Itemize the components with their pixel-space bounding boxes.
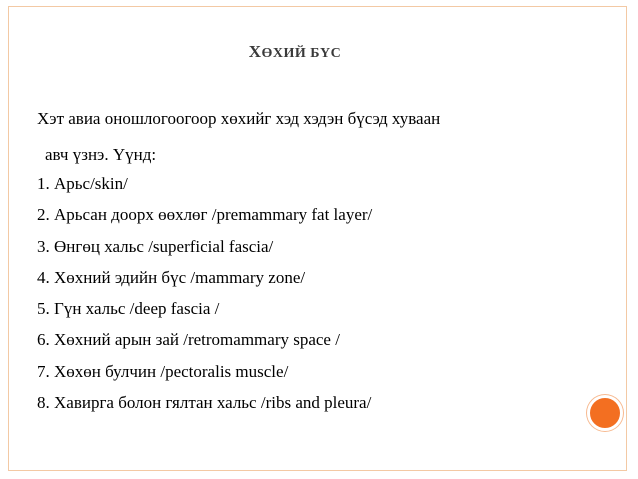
list-item: 3. Өнгөц хальс /superficial fascia/ <box>37 236 274 256</box>
list-item: 4. Хөхний эдийн бүс /mammary zone/ <box>37 267 306 287</box>
title-rest: ӨХИЙ БҮС <box>261 46 342 61</box>
slide-title <box>0 42 590 62</box>
intro-line-1: Хэт авиа оношлогоогоор хөхийг хэд хэдэн бүсэд хуваан <box>37 109 441 128</box>
list-item: 1. Арьс/skin/ <box>37 174 128 193</box>
intro-text <box>37 101 597 173</box>
list-item: 8. Хавирга болон гялтан хальс /ribs and pleura/ <box>37 393 372 413</box>
title-initial: Х <box>248 42 262 61</box>
list-item: 5. Гүн хальс /deep fascia / <box>37 299 220 319</box>
intro-line-2: авч үзнэ. Үүнд: <box>45 145 157 164</box>
orange-circle-icon <box>587 395 623 431</box>
list-item: 2. Арьсан доорх өөхлөг /premammary fat layer/ <box>37 205 373 225</box>
zone-list <box>37 168 372 418</box>
list-item: 7. Хөхөн булчин /pectoralis muscle/ <box>37 361 289 381</box>
list-item: 6. Хөхний арын зай /retromammary space / <box>37 330 340 350</box>
